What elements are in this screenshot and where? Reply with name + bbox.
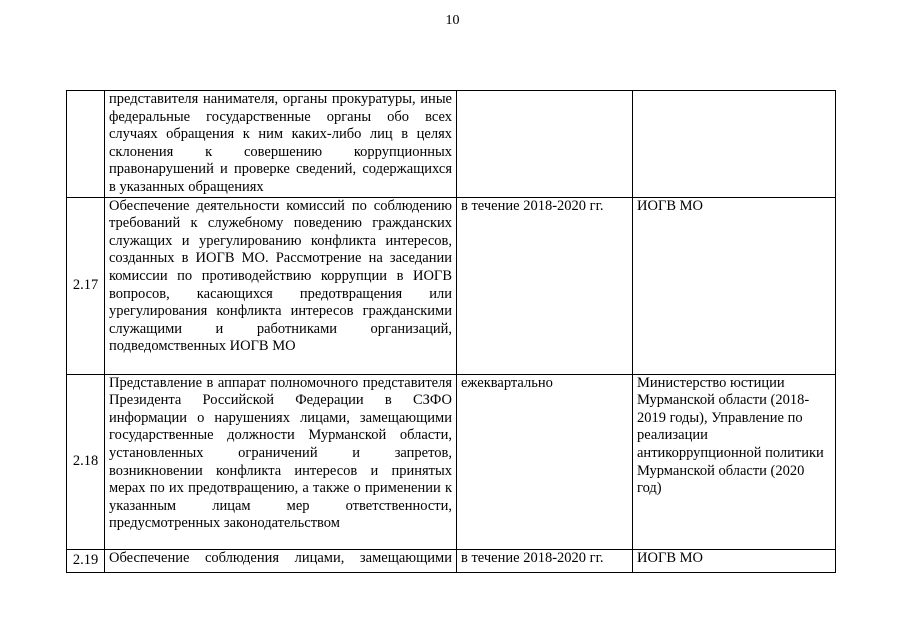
page-number: 10 xyxy=(445,13,460,28)
term-cell: в течение 2018-2020 гг. xyxy=(457,549,633,572)
term-cell: в течение 2018-2020 гг. xyxy=(457,197,633,374)
responsible-cell: ИОГВ МО xyxy=(633,549,836,572)
row-number-cell: 2.19 xyxy=(67,549,105,572)
responsible-cell xyxy=(633,91,836,198)
measure-text-cell xyxy=(105,374,457,549)
table-row xyxy=(67,374,836,549)
measure-text: Обеспечение соблюдения лицами, замещающими xyxy=(109,549,452,566)
measure-text-cell xyxy=(105,549,457,572)
table-row xyxy=(67,197,836,374)
table-row xyxy=(67,549,836,572)
responsible-cell: Министерство юстиции Мурманской области (2018-2019 годы), Управление по реализации антикоррупционной политики Мурманской области (2020 год) xyxy=(633,374,836,549)
measure-text: представителя нанимателя, органы прокуратуры, иные федеральные государственные органы обо всех случаях обращения к ним каких-либо лиц в целях склонения к совершению коррупционных правонарушений и проверке сведений, содержащихся в указанных обращениях xyxy=(109,91,452,195)
row-number-cell: 2.17 xyxy=(67,197,105,374)
responsible-cell: ИОГВ МО xyxy=(633,197,836,374)
row-number-cell xyxy=(67,91,105,198)
table-row xyxy=(67,91,836,198)
measure-text-cell xyxy=(105,91,457,198)
measure-text-cell xyxy=(105,197,457,374)
measures-table xyxy=(66,90,836,573)
term-cell xyxy=(457,91,633,198)
term-cell: ежеквартально xyxy=(457,374,633,549)
measure-text: Представление в аппарат полномочного представителя Президента Российской Федерации в СЗФО информации о нарушениях лицами, замещающими государственные должности Мурманской области, установленных ограничений и запретов, возникновении конфликта интересов и принятых мерах по их предотвращению, а также о применении к указанным лицам мер ответственности, предусмотренных законодательством xyxy=(109,374,452,532)
measure-text: Обеспечение деятельности комиссий по соблюдению требований к служебному поведению гражданских служащих и урегулированию конфликта интересов, созданных в ИОГВ МО. Рассмотрение на заседании комиссии по противодействию коррупции в ИОГВ вопросов, касающихся предотвращения или урегулирования конфликта интересов гражданскими служащими и работниками организаций, подведомственных ИОГВ МО xyxy=(109,197,452,355)
row-number-cell: 2.18 xyxy=(67,374,105,549)
